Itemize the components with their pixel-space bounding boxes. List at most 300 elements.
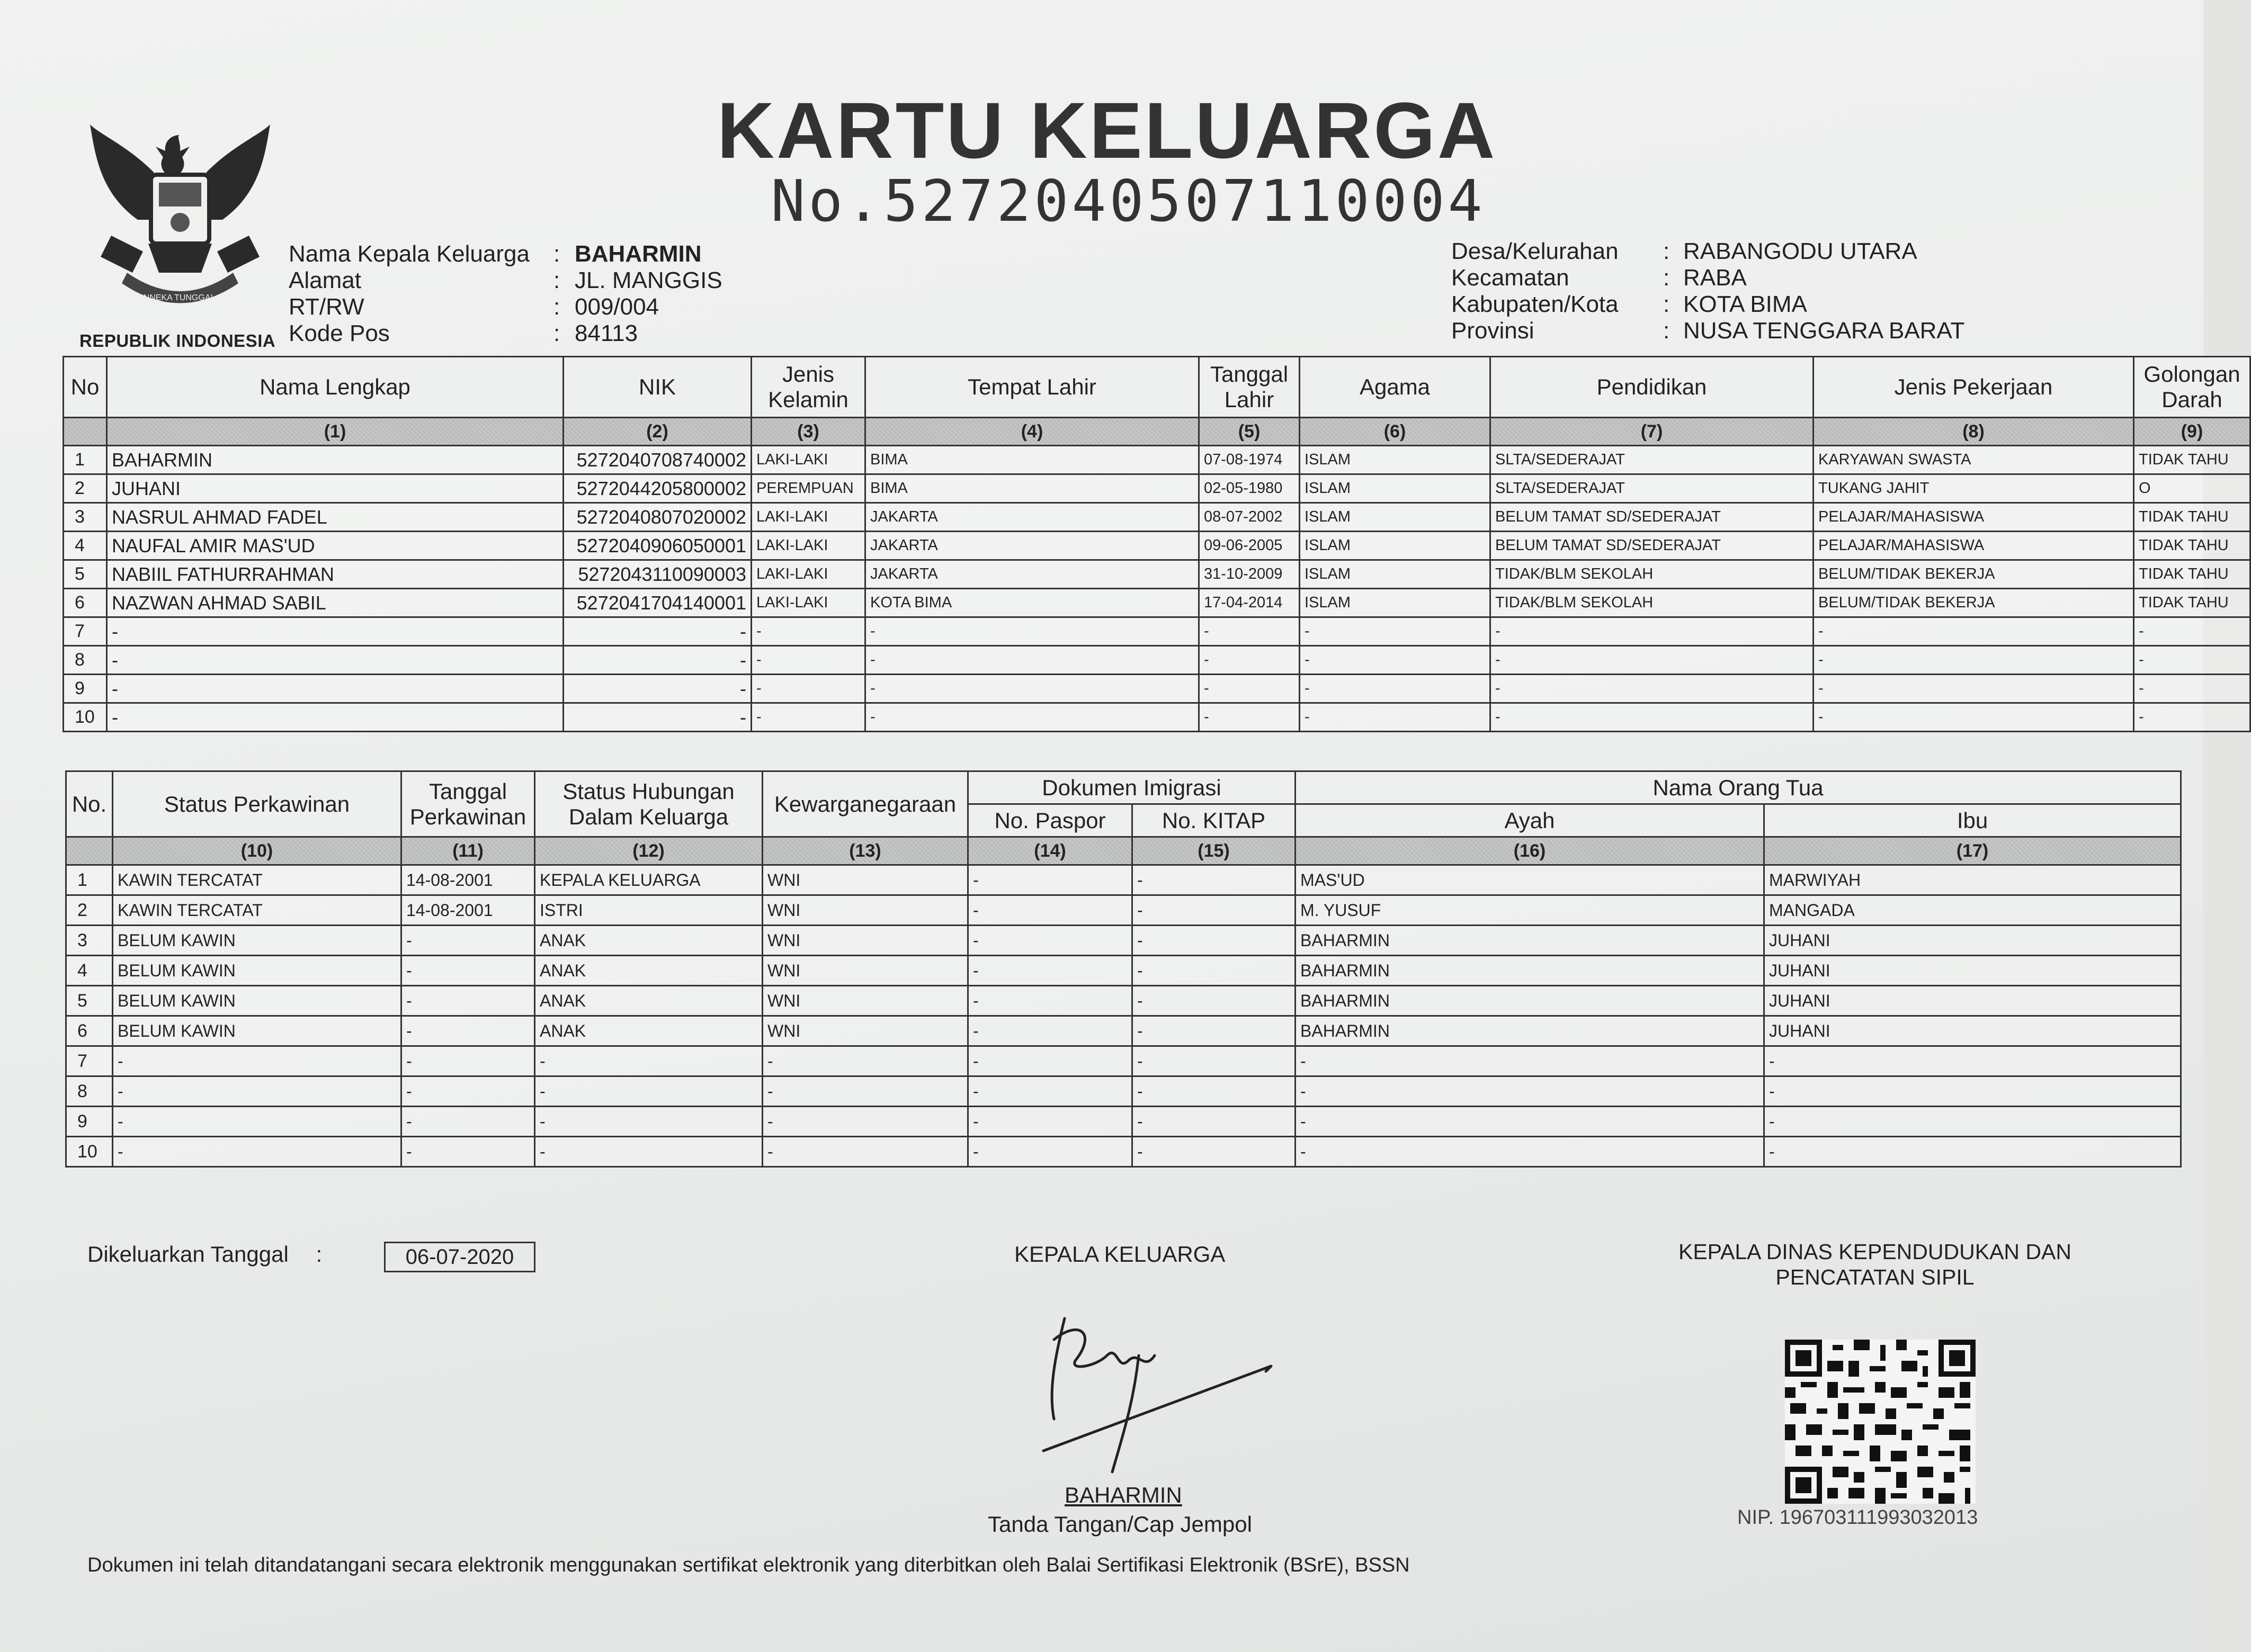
marriage-date-cell: - xyxy=(401,956,535,986)
header-ayah: Ayah xyxy=(1296,804,1764,837)
member-education-cell: - xyxy=(1490,646,1814,675)
table-row xyxy=(64,532,2250,560)
info-sep: : xyxy=(1663,291,1670,317)
table-row xyxy=(66,926,2181,956)
member-gender-cell: LAKI-LAKI xyxy=(752,532,865,560)
header-nama-lengkap: Nama Lengkap xyxy=(107,357,564,418)
header-ibu: Ibu xyxy=(1764,804,2181,837)
member-no-cell: 4 xyxy=(66,956,113,986)
citizenship-cell: WNI xyxy=(763,1016,968,1046)
marital-status-cell: BELUM KAWIN xyxy=(113,1016,401,1046)
table1-column-number-row xyxy=(64,418,2250,446)
member-birthplace-cell: KOTA BIMA xyxy=(865,589,1199,617)
marital-status-cell: KAWIN TERCATAT xyxy=(113,895,401,926)
member-occupation-cell: PELAJAR/MAHASISWA xyxy=(1814,532,2134,560)
passport-no-cell: - xyxy=(968,1107,1132,1137)
header-agama: Agama xyxy=(1300,357,1490,418)
info-sep: : xyxy=(1663,238,1670,264)
member-name-cell: BAHARMIN xyxy=(107,446,564,474)
member-religion-cell: - xyxy=(1300,617,1490,646)
father-name-cell: - xyxy=(1296,1137,1764,1167)
column-number-cell: (5) xyxy=(1199,418,1300,446)
table-row xyxy=(66,956,2181,986)
family-relationship-cell: - xyxy=(535,1107,763,1137)
marriage-date-cell: - xyxy=(401,1046,535,1076)
member-no-cell: 3 xyxy=(64,503,107,532)
member-blood-type-cell: - xyxy=(2134,675,2250,703)
member-education-cell: - xyxy=(1490,617,1814,646)
member-gender-cell: - xyxy=(752,617,865,646)
table-row xyxy=(66,1046,2181,1076)
table-row xyxy=(64,589,2250,617)
table1-header-row xyxy=(64,357,2250,418)
member-nik-cell: 5272040906050001 xyxy=(564,532,752,560)
member-birthplace-cell: BIMA xyxy=(865,446,1199,474)
mother-name-cell: MANGADA xyxy=(1764,895,2181,926)
member-no-cell: 8 xyxy=(64,646,107,675)
member-occupation-cell: - xyxy=(1814,617,2134,646)
citizenship-cell: - xyxy=(763,1107,968,1137)
member-blood-type-cell: - xyxy=(2134,703,2250,732)
member-education-cell: - xyxy=(1490,675,1814,703)
member-education-cell: TIDAK/BLM SEKOLAH xyxy=(1490,560,1814,589)
member-no-cell: 1 xyxy=(66,865,113,895)
marriage-date-cell: 14-08-2001 xyxy=(401,865,535,895)
marriage-date-cell: - xyxy=(401,1137,535,1167)
marital-status-cell: BELUM KAWIN xyxy=(113,986,401,1016)
column-number-cell: (8) xyxy=(1814,418,2134,446)
garuda-emblem-icon xyxy=(79,114,281,336)
member-no-cell: 4 xyxy=(64,532,107,560)
passport-no-cell: - xyxy=(968,986,1132,1016)
family-relationship-cell: - xyxy=(535,1076,763,1107)
member-no-cell: 8 xyxy=(66,1076,113,1107)
member-birthdate-cell: 17-04-2014 xyxy=(1199,589,1300,617)
member-gender-cell: LAKI-LAKI xyxy=(752,503,865,532)
column-number-cell: (9) xyxy=(2134,418,2250,446)
member-blood-type-cell: TIDAK TAHU xyxy=(2134,446,2250,474)
kitap-no-cell: - xyxy=(1132,1016,1296,1046)
member-occupation-cell: - xyxy=(1814,703,2134,732)
household-info-left xyxy=(289,241,722,347)
member-no-cell: 9 xyxy=(64,675,107,703)
member-occupation-cell: KARYAWAN SWASTA xyxy=(1814,446,2134,474)
mother-name-cell: JUHANI xyxy=(1764,956,2181,986)
column-number-cell: (13) xyxy=(763,837,968,865)
marital-status-cell: - xyxy=(113,1107,401,1137)
marriage-date-cell: 14-08-2001 xyxy=(401,895,535,926)
header-tanggal-lahir: Tanggal Lahir xyxy=(1199,357,1300,418)
marriage-date-cell: - xyxy=(401,986,535,1016)
member-blood-type-cell: O xyxy=(2134,474,2250,503)
issued-label-text: Dikeluarkan Tanggal xyxy=(87,1242,289,1267)
info-sep: : xyxy=(1663,265,1670,291)
header-kewarganegaraan: Kewarganegaraan xyxy=(763,771,968,837)
father-name-cell: MAS'UD xyxy=(1296,865,1764,895)
member-occupation-cell: TUKANG JAHIT xyxy=(1814,474,2134,503)
member-religion-cell: - xyxy=(1300,703,1490,732)
kitap-no-cell: - xyxy=(1132,986,1296,1016)
member-nik-cell: 5272041704140001 xyxy=(564,589,752,617)
marriage-date-cell: - xyxy=(401,1076,535,1107)
column-number-cell: (6) xyxy=(1300,418,1490,446)
citizenship-cell: WNI xyxy=(763,986,968,1016)
header-pendidikan: Pendidikan xyxy=(1490,357,1814,418)
table-row xyxy=(64,560,2250,589)
header-tempat-lahir: Tempat Lahir xyxy=(865,357,1199,418)
header-no: No xyxy=(64,357,107,418)
marriage-date-cell: - xyxy=(401,926,535,956)
member-name-cell: - xyxy=(107,703,564,732)
member-nik-cell: 5272043110090003 xyxy=(564,560,752,589)
city-value: KOTA BIMA xyxy=(1683,291,1807,317)
mother-name-cell: - xyxy=(1764,1076,2181,1107)
member-gender-cell: LAKI-LAKI xyxy=(752,560,865,589)
table-row xyxy=(66,865,2181,895)
member-no-cell: 5 xyxy=(64,560,107,589)
member-birthplace-cell: - xyxy=(865,646,1199,675)
member-religion-cell: ISLAM xyxy=(1300,446,1490,474)
header-tanggal-perkawinan: Tanggal Perkawinan xyxy=(401,771,535,837)
column-number-cell: (4) xyxy=(865,418,1199,446)
member-birthdate-cell: 08-07-2002 xyxy=(1199,503,1300,532)
member-no-cell: 2 xyxy=(66,895,113,926)
member-no-cell: 6 xyxy=(66,1016,113,1046)
citizenship-cell: WNI xyxy=(763,865,968,895)
mother-name-cell: JUHANI xyxy=(1764,926,2181,956)
info-label: Kode Pos xyxy=(289,320,390,346)
member-nik-cell: - xyxy=(564,617,752,646)
info-label: Kecamatan xyxy=(1451,265,1569,291)
member-occupation-cell: - xyxy=(1814,675,2134,703)
issued-date-label xyxy=(87,1242,322,1267)
citizenship-cell: - xyxy=(763,1046,968,1076)
province-value: NUSA TENGGARA BARAT xyxy=(1683,318,1965,344)
mother-name-cell: - xyxy=(1764,1107,2181,1137)
family-relationship-cell: ANAK xyxy=(535,926,763,956)
member-name-cell: JUHANI xyxy=(107,474,564,503)
marital-status-cell: - xyxy=(113,1137,401,1167)
column-number-cell: (10) xyxy=(113,837,401,865)
kitap-no-cell: - xyxy=(1132,895,1296,926)
member-no-cell: 6 xyxy=(64,589,107,617)
member-birthplace-cell: JAKARTA xyxy=(865,560,1199,589)
father-name-cell: - xyxy=(1296,1107,1764,1137)
marriage-date-cell: - xyxy=(401,1016,535,1046)
issued-date-box: 06-07-2020 xyxy=(384,1242,535,1272)
header-status-perkawinan: Status Perkawinan xyxy=(113,771,401,837)
electronic-signature-disclaimer: Dokumen ini telah ditandatangani secara elektronik menggunakan sertifikat elektronik yang diterbitkan oleh Balai Sertifikasi Elektronik (BSrE), BSSN xyxy=(87,1554,1410,1576)
signature-caption: Tanda Tangan/Cap Jempol xyxy=(988,1512,1252,1537)
passport-no-cell: - xyxy=(968,1137,1132,1167)
member-name-cell: NAZWAN AHMAD SABIL xyxy=(107,589,564,617)
qr-code-icon xyxy=(1785,1340,1976,1504)
passport-no-cell: - xyxy=(968,895,1132,926)
family-relationship-cell: ANAK xyxy=(535,956,763,986)
column-number-cell: (17) xyxy=(1764,837,2181,865)
address-value: JL. MANGGIS xyxy=(575,267,722,293)
column-number-cell: (2) xyxy=(564,418,752,446)
member-birthdate-cell: 02-05-1980 xyxy=(1199,474,1300,503)
member-nik-cell: - xyxy=(564,646,752,675)
info-sep: : xyxy=(553,294,560,320)
member-name-cell: - xyxy=(107,617,564,646)
citizenship-cell: - xyxy=(763,1076,968,1107)
official-nip: NIP. 196703111993032013 xyxy=(1737,1506,1978,1529)
table-row xyxy=(66,1076,2181,1107)
member-gender-cell: LAKI-LAKI xyxy=(752,446,865,474)
table-row xyxy=(64,446,2250,474)
member-gender-cell: LAKI-LAKI xyxy=(752,589,865,617)
mother-name-cell: - xyxy=(1764,1046,2181,1076)
citizenship-cell: - xyxy=(763,1137,968,1167)
table2-header-row xyxy=(66,771,2181,804)
header-status-hubungan: Status Hubungan Dalam Keluarga xyxy=(535,771,763,837)
member-education-cell: SLTA/SEDERAJAT xyxy=(1490,446,1814,474)
member-nik-cell: - xyxy=(564,675,752,703)
info-label: Nama Kepala Keluarga xyxy=(289,241,530,267)
marriage-date-cell: - xyxy=(401,1107,535,1137)
member-name-cell: NAUFAL AMIR MAS'UD xyxy=(107,532,564,560)
info-sep: : xyxy=(553,267,560,293)
kitap-no-cell: - xyxy=(1132,956,1296,986)
head-of-family-name: BAHARMIN xyxy=(1065,1483,1182,1507)
family-members-table xyxy=(62,356,2251,732)
member-religion-cell: - xyxy=(1300,675,1490,703)
table-row xyxy=(64,474,2250,503)
info-sep: : xyxy=(553,241,560,267)
member-nik-cell: 5272040807020002 xyxy=(564,503,752,532)
member-education-cell: SLTA/SEDERAJAT xyxy=(1490,474,1814,503)
document-number: No.5272040507110004 xyxy=(771,168,1486,235)
member-birthplace-cell: JAKARTA xyxy=(865,503,1199,532)
kitap-no-cell: - xyxy=(1132,1076,1296,1107)
passport-no-cell: - xyxy=(968,926,1132,956)
father-name-cell: M. YUSUF xyxy=(1296,895,1764,926)
citizenship-cell: WNI xyxy=(763,926,968,956)
info-label: RT/RW xyxy=(289,294,364,320)
member-gender-cell: PEREMPUAN xyxy=(752,474,865,503)
head-of-family-value: BAHARMIN xyxy=(575,241,702,267)
official-title xyxy=(1663,1239,2087,1290)
passport-no-cell: - xyxy=(968,1076,1132,1107)
column-number-cell: (7) xyxy=(1490,418,1814,446)
member-religion-cell: ISLAM xyxy=(1300,474,1490,503)
member-blood-type-cell: - xyxy=(2134,646,2250,675)
family-relationship-cell: - xyxy=(535,1046,763,1076)
village-value: RABANGODU UTARA xyxy=(1683,238,1917,264)
member-education-cell: BELUM TAMAT SD/SEDERAJAT xyxy=(1490,503,1814,532)
member-birthplace-cell: - xyxy=(865,675,1199,703)
column-number-cell: (12) xyxy=(535,837,763,865)
father-name-cell: BAHARMIN xyxy=(1296,1016,1764,1046)
signature-image xyxy=(1033,1297,1287,1467)
official-title-line2: PENCATATAN SIPIL xyxy=(1775,1265,1975,1289)
member-birthdate-cell: - xyxy=(1199,675,1300,703)
member-birthdate-cell: 31-10-2009 xyxy=(1199,560,1300,589)
family-relationship-cell: ISTRI xyxy=(535,895,763,926)
member-gender-cell: - xyxy=(752,675,865,703)
member-religion-cell: ISLAM xyxy=(1300,589,1490,617)
kitap-no-cell: - xyxy=(1132,865,1296,895)
member-education-cell: - xyxy=(1490,703,1814,732)
member-no-cell: 10 xyxy=(66,1137,113,1167)
official-title-line1: KEPALA DINAS KEPENDUDUKAN DAN xyxy=(1678,1240,2071,1264)
kitap-no-cell: - xyxy=(1132,1107,1296,1137)
info-sep: : xyxy=(1663,318,1670,344)
mother-name-cell: JUHANI xyxy=(1764,1016,2181,1046)
member-occupation-cell: BELUM/TIDAK BEKERJA xyxy=(1814,589,2134,617)
mother-name-cell: JUHANI xyxy=(1764,986,2181,1016)
passport-no-cell: - xyxy=(968,1016,1132,1046)
table-row xyxy=(66,1137,2181,1167)
header-nama-orang-tua: Nama Orang Tua xyxy=(1296,771,2181,804)
member-birthdate-cell: - xyxy=(1199,646,1300,675)
passport-no-cell: - xyxy=(968,865,1132,895)
header-no-paspor: No. Paspor xyxy=(968,804,1132,837)
table-row xyxy=(66,986,2181,1016)
marital-status-table xyxy=(65,770,2182,1168)
family-relationship-cell: - xyxy=(535,1137,763,1167)
info-label: Kabupaten/Kota xyxy=(1451,291,1619,317)
header-jenis-pekerjaan: Jenis Pekerjaan xyxy=(1814,357,2134,418)
emblem-caption: REPUBLIK INDONESIA xyxy=(79,331,276,351)
member-no-cell: 2 xyxy=(64,474,107,503)
column-number-cell xyxy=(64,418,107,446)
kitap-no-cell: - xyxy=(1132,1046,1296,1076)
father-name-cell: BAHARMIN xyxy=(1296,986,1764,1016)
member-name-cell: - xyxy=(107,675,564,703)
member-birthplace-cell: JAKARTA xyxy=(865,532,1199,560)
member-religion-cell: ISLAM xyxy=(1300,560,1490,589)
member-blood-type-cell: TIDAK TAHU xyxy=(2134,532,2250,560)
marital-status-cell: - xyxy=(113,1046,401,1076)
member-blood-type-cell: - xyxy=(2134,617,2250,646)
member-birthdate-cell: - xyxy=(1199,703,1300,732)
member-nik-cell: - xyxy=(564,703,752,732)
column-number-cell: (1) xyxy=(107,418,564,446)
father-name-cell: - xyxy=(1296,1046,1764,1076)
member-blood-type-cell: TIDAK TAHU xyxy=(2134,560,2250,589)
member-no-cell: 5 xyxy=(66,986,113,1016)
member-gender-cell: - xyxy=(752,703,865,732)
info-label: Provinsi xyxy=(1451,318,1534,344)
father-name-cell: BAHARMIN xyxy=(1296,956,1764,986)
member-blood-type-cell: TIDAK TAHU xyxy=(2134,589,2250,617)
member-birthdate-cell: 09-06-2005 xyxy=(1199,532,1300,560)
header-no: No. xyxy=(66,771,113,837)
passport-no-cell: - xyxy=(968,1046,1132,1076)
column-number-cell: (14) xyxy=(968,837,1132,865)
member-occupation-cell: BELUM/TIDAK BEKERJA xyxy=(1814,560,2134,589)
member-education-cell: TIDAK/BLM SEKOLAH xyxy=(1490,589,1814,617)
marital-status-cell: - xyxy=(113,1076,401,1107)
document-title: KARTU KELUARGA xyxy=(717,86,1497,175)
member-birthplace-cell: - xyxy=(865,617,1199,646)
table-row xyxy=(64,617,2250,646)
table-row xyxy=(64,503,2250,532)
emblem-motto: BHINNEKA TUNGGAL IKA xyxy=(129,293,231,302)
member-no-cell: 7 xyxy=(66,1046,113,1076)
family-relationship-cell: ANAK xyxy=(535,986,763,1016)
table-row xyxy=(66,1016,2181,1046)
member-religion-cell: - xyxy=(1300,646,1490,675)
member-name-cell: NABIIL FATHURRAHMAN xyxy=(107,560,564,589)
postal-code-value: 84113 xyxy=(575,320,638,346)
member-occupation-cell: - xyxy=(1814,646,2134,675)
district-value: RABA xyxy=(1683,265,1747,291)
kitap-no-cell: - xyxy=(1132,926,1296,956)
header-golongan-darah: Golongan Darah xyxy=(2134,357,2250,418)
table-row xyxy=(66,895,2181,926)
kitap-no-cell: - xyxy=(1132,1137,1296,1167)
family-relationship-cell: KEPALA KELUARGA xyxy=(535,865,763,895)
member-nik-cell: 5272044205800002 xyxy=(564,474,752,503)
father-name-cell: - xyxy=(1296,1076,1764,1107)
rt-rw-value: 009/004 xyxy=(575,294,659,320)
family-relationship-cell: ANAK xyxy=(535,1016,763,1046)
citizenship-cell: WNI xyxy=(763,956,968,986)
header-jenis-kelamin: Jenis Kelamin xyxy=(752,357,865,418)
info-label: Desa/Kelurahan xyxy=(1451,238,1619,264)
member-no-cell: 1 xyxy=(64,446,107,474)
head-of-family-title: KEPALA KELUARGA xyxy=(1014,1242,1226,1267)
table-row xyxy=(66,1107,2181,1137)
column-number-cell xyxy=(66,837,113,865)
member-no-cell: 10 xyxy=(64,703,107,732)
header-no-kitap: No. KITAP xyxy=(1132,804,1296,837)
info-label: Alamat xyxy=(289,267,361,293)
member-no-cell: 3 xyxy=(66,926,113,956)
member-birthplace-cell: - xyxy=(865,703,1199,732)
member-gender-cell: - xyxy=(752,646,865,675)
mother-name-cell: MARWIYAH xyxy=(1764,865,2181,895)
table2-column-number-row xyxy=(66,837,2181,865)
column-number-cell: (15) xyxy=(1132,837,1296,865)
member-birthplace-cell: BIMA xyxy=(865,474,1199,503)
header-dokumen-imigrasi: Dokumen Imigrasi xyxy=(968,771,1296,804)
table-row xyxy=(64,675,2250,703)
household-info-right xyxy=(1451,238,1964,344)
header-nik: NIK xyxy=(564,357,752,418)
passport-no-cell: - xyxy=(968,956,1132,986)
issued-sep: : xyxy=(316,1242,323,1267)
marital-status-cell: BELUM KAWIN xyxy=(113,956,401,986)
member-occupation-cell: PELAJAR/MAHASISWA xyxy=(1814,503,2134,532)
table-row xyxy=(64,646,2250,675)
member-birthdate-cell: - xyxy=(1199,617,1300,646)
info-sep: : xyxy=(553,320,560,346)
column-number-cell: (16) xyxy=(1296,837,1764,865)
mother-name-cell: - xyxy=(1764,1137,2181,1167)
member-nik-cell: 5272040708740002 xyxy=(564,446,752,474)
member-name-cell: - xyxy=(107,646,564,675)
column-number-cell: (3) xyxy=(752,418,865,446)
member-religion-cell: ISLAM xyxy=(1300,532,1490,560)
column-number-cell: (11) xyxy=(401,837,535,865)
member-no-cell: 7 xyxy=(64,617,107,646)
marital-status-cell: KAWIN TERCATAT xyxy=(113,865,401,895)
member-blood-type-cell: TIDAK TAHU xyxy=(2134,503,2250,532)
member-birthdate-cell: 07-08-1974 xyxy=(1199,446,1300,474)
marital-status-cell: BELUM KAWIN xyxy=(113,926,401,956)
member-education-cell: BELUM TAMAT SD/SEDERAJAT xyxy=(1490,532,1814,560)
citizenship-cell: WNI xyxy=(763,895,968,926)
member-no-cell: 9 xyxy=(66,1107,113,1137)
member-religion-cell: ISLAM xyxy=(1300,503,1490,532)
father-name-cell: BAHARMIN xyxy=(1296,926,1764,956)
member-name-cell: NASRUL AHMAD FADEL xyxy=(107,503,564,532)
